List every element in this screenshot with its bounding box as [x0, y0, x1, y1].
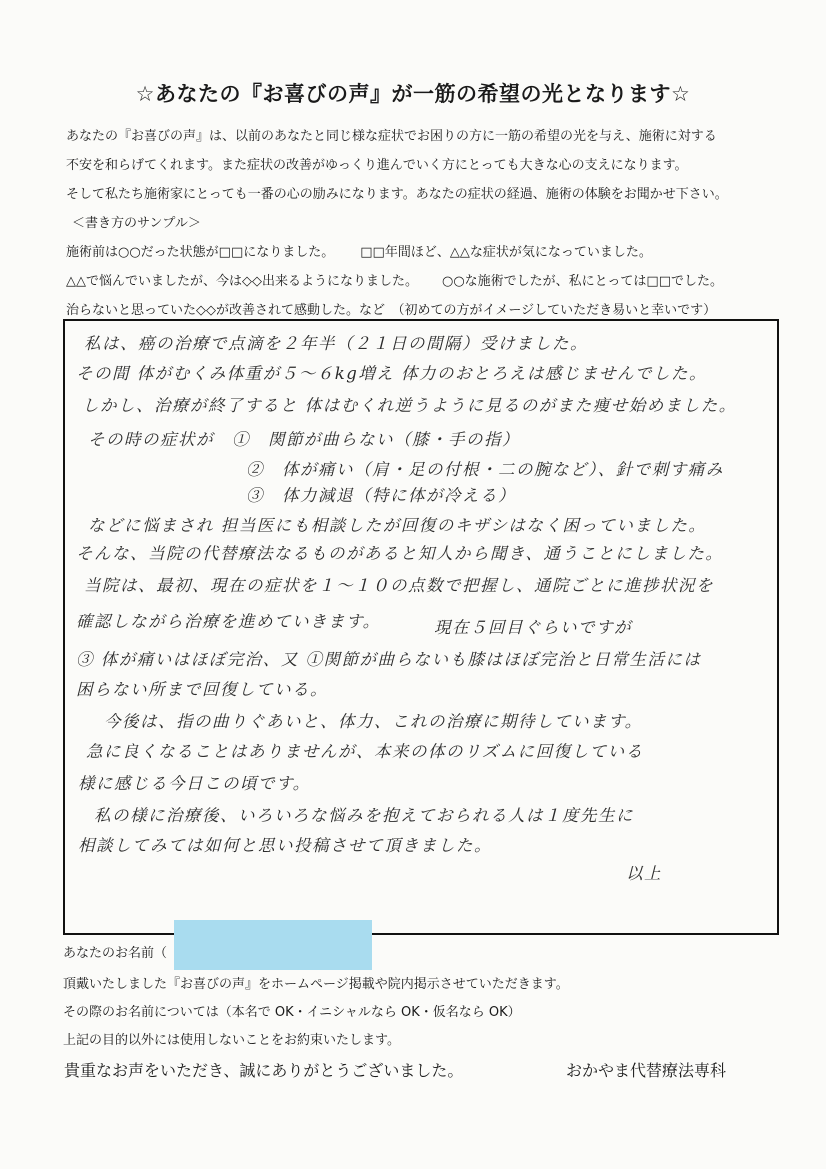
publish-notice: 頂戴いたしました『お喜びの声』をホームページ掲載や院内掲示させていただきます。: [63, 977, 569, 992]
intro-line-3: そして私たち施術家にとっても一番の心の励みになります。あなたの症状の経過、施術の体験をお聞かせ下さい。: [66, 187, 728, 202]
hw-line: 急に良くなることはありませんが、本来の体のリズムに回復している: [86, 742, 644, 761]
sample-row-1-a: 施術前は○○だった状態が□□になりました。: [66, 245, 335, 260]
sample-row-2-a: △△で悩んでいましたが、今は◇◇出来るようになりました。: [66, 274, 418, 289]
intro-text: [66, 122, 786, 325]
name-label: あなたのお名前（: [63, 946, 168, 961]
hw-line: 様に感じる今日この頃です。: [78, 774, 311, 793]
hw-line: 私は、癌の治療で点滴を２年半（２１日の間隔）受けました。: [84, 334, 588, 353]
hw-line: 確認しながら治療を進めていきます。: [76, 612, 381, 631]
hw-line: そんな、当院の代替療法なるものがあると知人から聞き、通うことにしました。: [76, 544, 724, 563]
clinic-name: おかやま代替療法専科: [566, 1061, 727, 1080]
sample-row-1-b: □□年間ほど、△△な症状が気になっていました。: [360, 245, 652, 260]
privacy-promise: 上記の目的以外には使用しないことをお約束いたします。: [63, 1033, 400, 1048]
hw-line: 現在５回目ぐらいですが: [434, 618, 632, 637]
hw-line: その間 体がむくみ体重が５〜６kg増え 体力のおとろえは感じませんでした。: [76, 364, 708, 383]
hw-line: などに悩まされ 担当医にも相談したが回復のキザシはなく困っていました。: [88, 516, 707, 535]
hw-line: 私の様に治療後、いろいろな悩みを抱えておられる人は１度先生に: [94, 806, 634, 825]
name-redaction: [174, 920, 372, 970]
sample-row-2: [66, 267, 786, 296]
hw-line: その時の症状が ① 関節が曲らない（膝・手の指）: [88, 430, 520, 449]
hw-line: 今後は、指の曲りぐあいと、体力、これの治療に期待しています。: [104, 712, 643, 731]
sample-row-1: [66, 238, 786, 267]
hw-line: 当院は、最初、現在の症状を１〜１０の点数で把握し、通院ごとに進捗状況を: [84, 576, 714, 595]
hw-closing: 以上: [626, 864, 662, 883]
hw-line: しかし、治療が終了すると 体はむくれ逆うように見るのがまた痩せ始めました。: [82, 396, 737, 415]
hw-line: 相談してみては如何と思い投稿させて頂きました。: [78, 836, 492, 855]
form-title: ☆あなたの『お喜びの声』が一筋の希望の光となります☆: [135, 82, 691, 106]
hw-line: 困らない所まで回復している。: [76, 680, 328, 699]
hw-line: ③ 体力減退（特に体が冷える）: [246, 486, 516, 505]
name-policy: その際のお名前については（本名で OK・イニシャルなら OK・仮名なら OK）: [63, 1005, 521, 1020]
intro-line-2: 不安を和らげてくれます。また症状の改善がゆっくり進んでいく方にとっても大きな心の支えになります。: [66, 158, 688, 173]
intro-line-1: あなたの『お喜びの声』は、以前のあなたと同じ様な症状でお困りの方に一筋の希望の光を与え、施術に対する: [66, 129, 717, 144]
sample-row-3: 治らないと思っていた◇◇が改善されて感動した。など （初めての方がイメージしていただき易いと幸いです）: [66, 303, 717, 318]
hw-line: ③ 体が痛いはほぼ完治、又 ①関節が曲らないも膝はほぼ完治と日常生活には: [76, 650, 702, 669]
sample-heading: ＜書き方のサンプル＞: [72, 216, 201, 231]
thanks-text: 貴重なお声をいただき、誠にありがとうございました。: [64, 1061, 464, 1080]
sample-row-2-b: ○○な施術でしたが、私にとっては□□でした。: [442, 274, 723, 289]
hw-line: ② 体が痛い（肩・足の付根・二の腕など）、針で刺す痛み: [246, 460, 724, 479]
